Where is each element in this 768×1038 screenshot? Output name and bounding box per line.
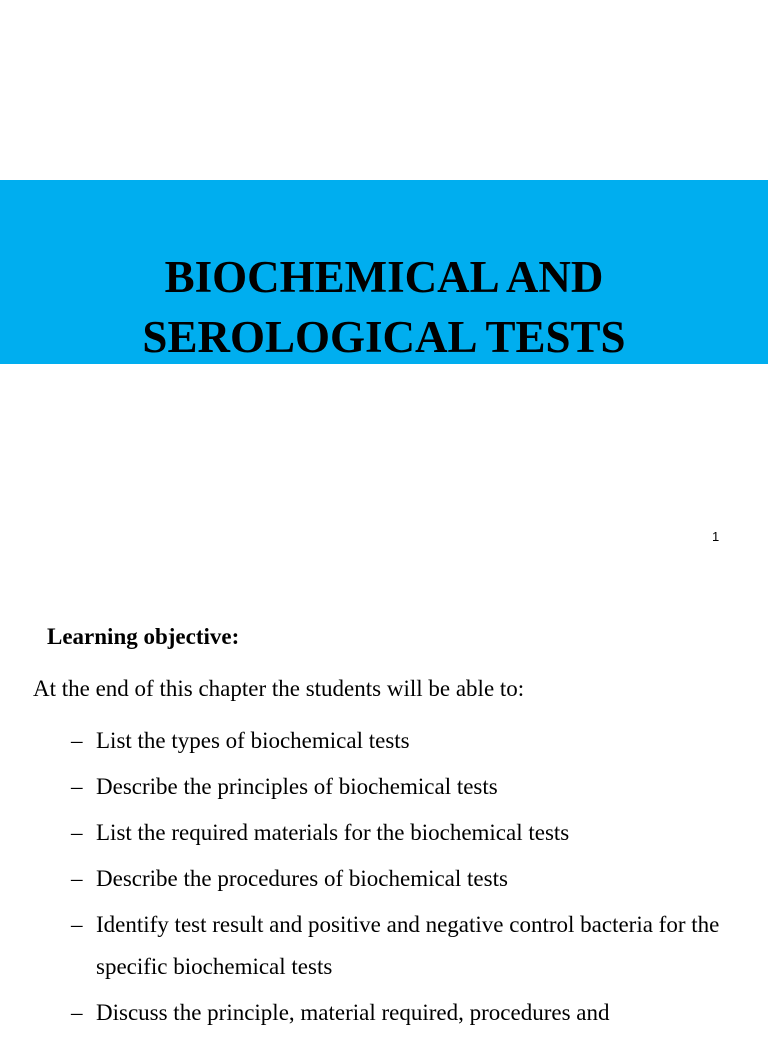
objective-item [0, 992, 768, 1034]
objective-text: Identify test result and positive and negative control bacteria for the specific biochemical tests [96, 912, 720, 979]
section-heading: Learning objective: [47, 624, 240, 649]
objective-text: Describe the procedures of biochemical tests [96, 866, 508, 891]
slide-title [0, 247, 768, 367]
objectives-list [0, 720, 768, 1038]
objective-text: Describe the principles of biochemical tests [96, 774, 498, 799]
objective-text: Discuss the principle, material required, procedures and [96, 1000, 610, 1025]
bullet-dash: – [71, 866, 83, 891]
objective-item [0, 812, 768, 854]
slide-title-line-1: BIOCHEMICAL AND [164, 252, 604, 302]
objective-item [0, 720, 768, 762]
page-number: 1 [712, 529, 720, 544]
bullet-dash: – [71, 774, 83, 799]
bullet-dash: – [71, 1000, 83, 1025]
objective-item [0, 858, 768, 900]
objective-item [0, 766, 768, 808]
slide-title-line-2: SEROLOGICAL TESTS [142, 312, 626, 362]
intro-text: At the end of this chapter the students will be able to: [33, 676, 525, 701]
bullet-dash: – [71, 912, 83, 937]
bullet-dash: – [71, 820, 83, 845]
objective-item [0, 904, 768, 988]
objective-text: List the types of biochemical tests [96, 728, 410, 753]
objective-text: List the required materials for the biochemical tests [96, 820, 570, 845]
bullet-dash: – [71, 728, 83, 753]
